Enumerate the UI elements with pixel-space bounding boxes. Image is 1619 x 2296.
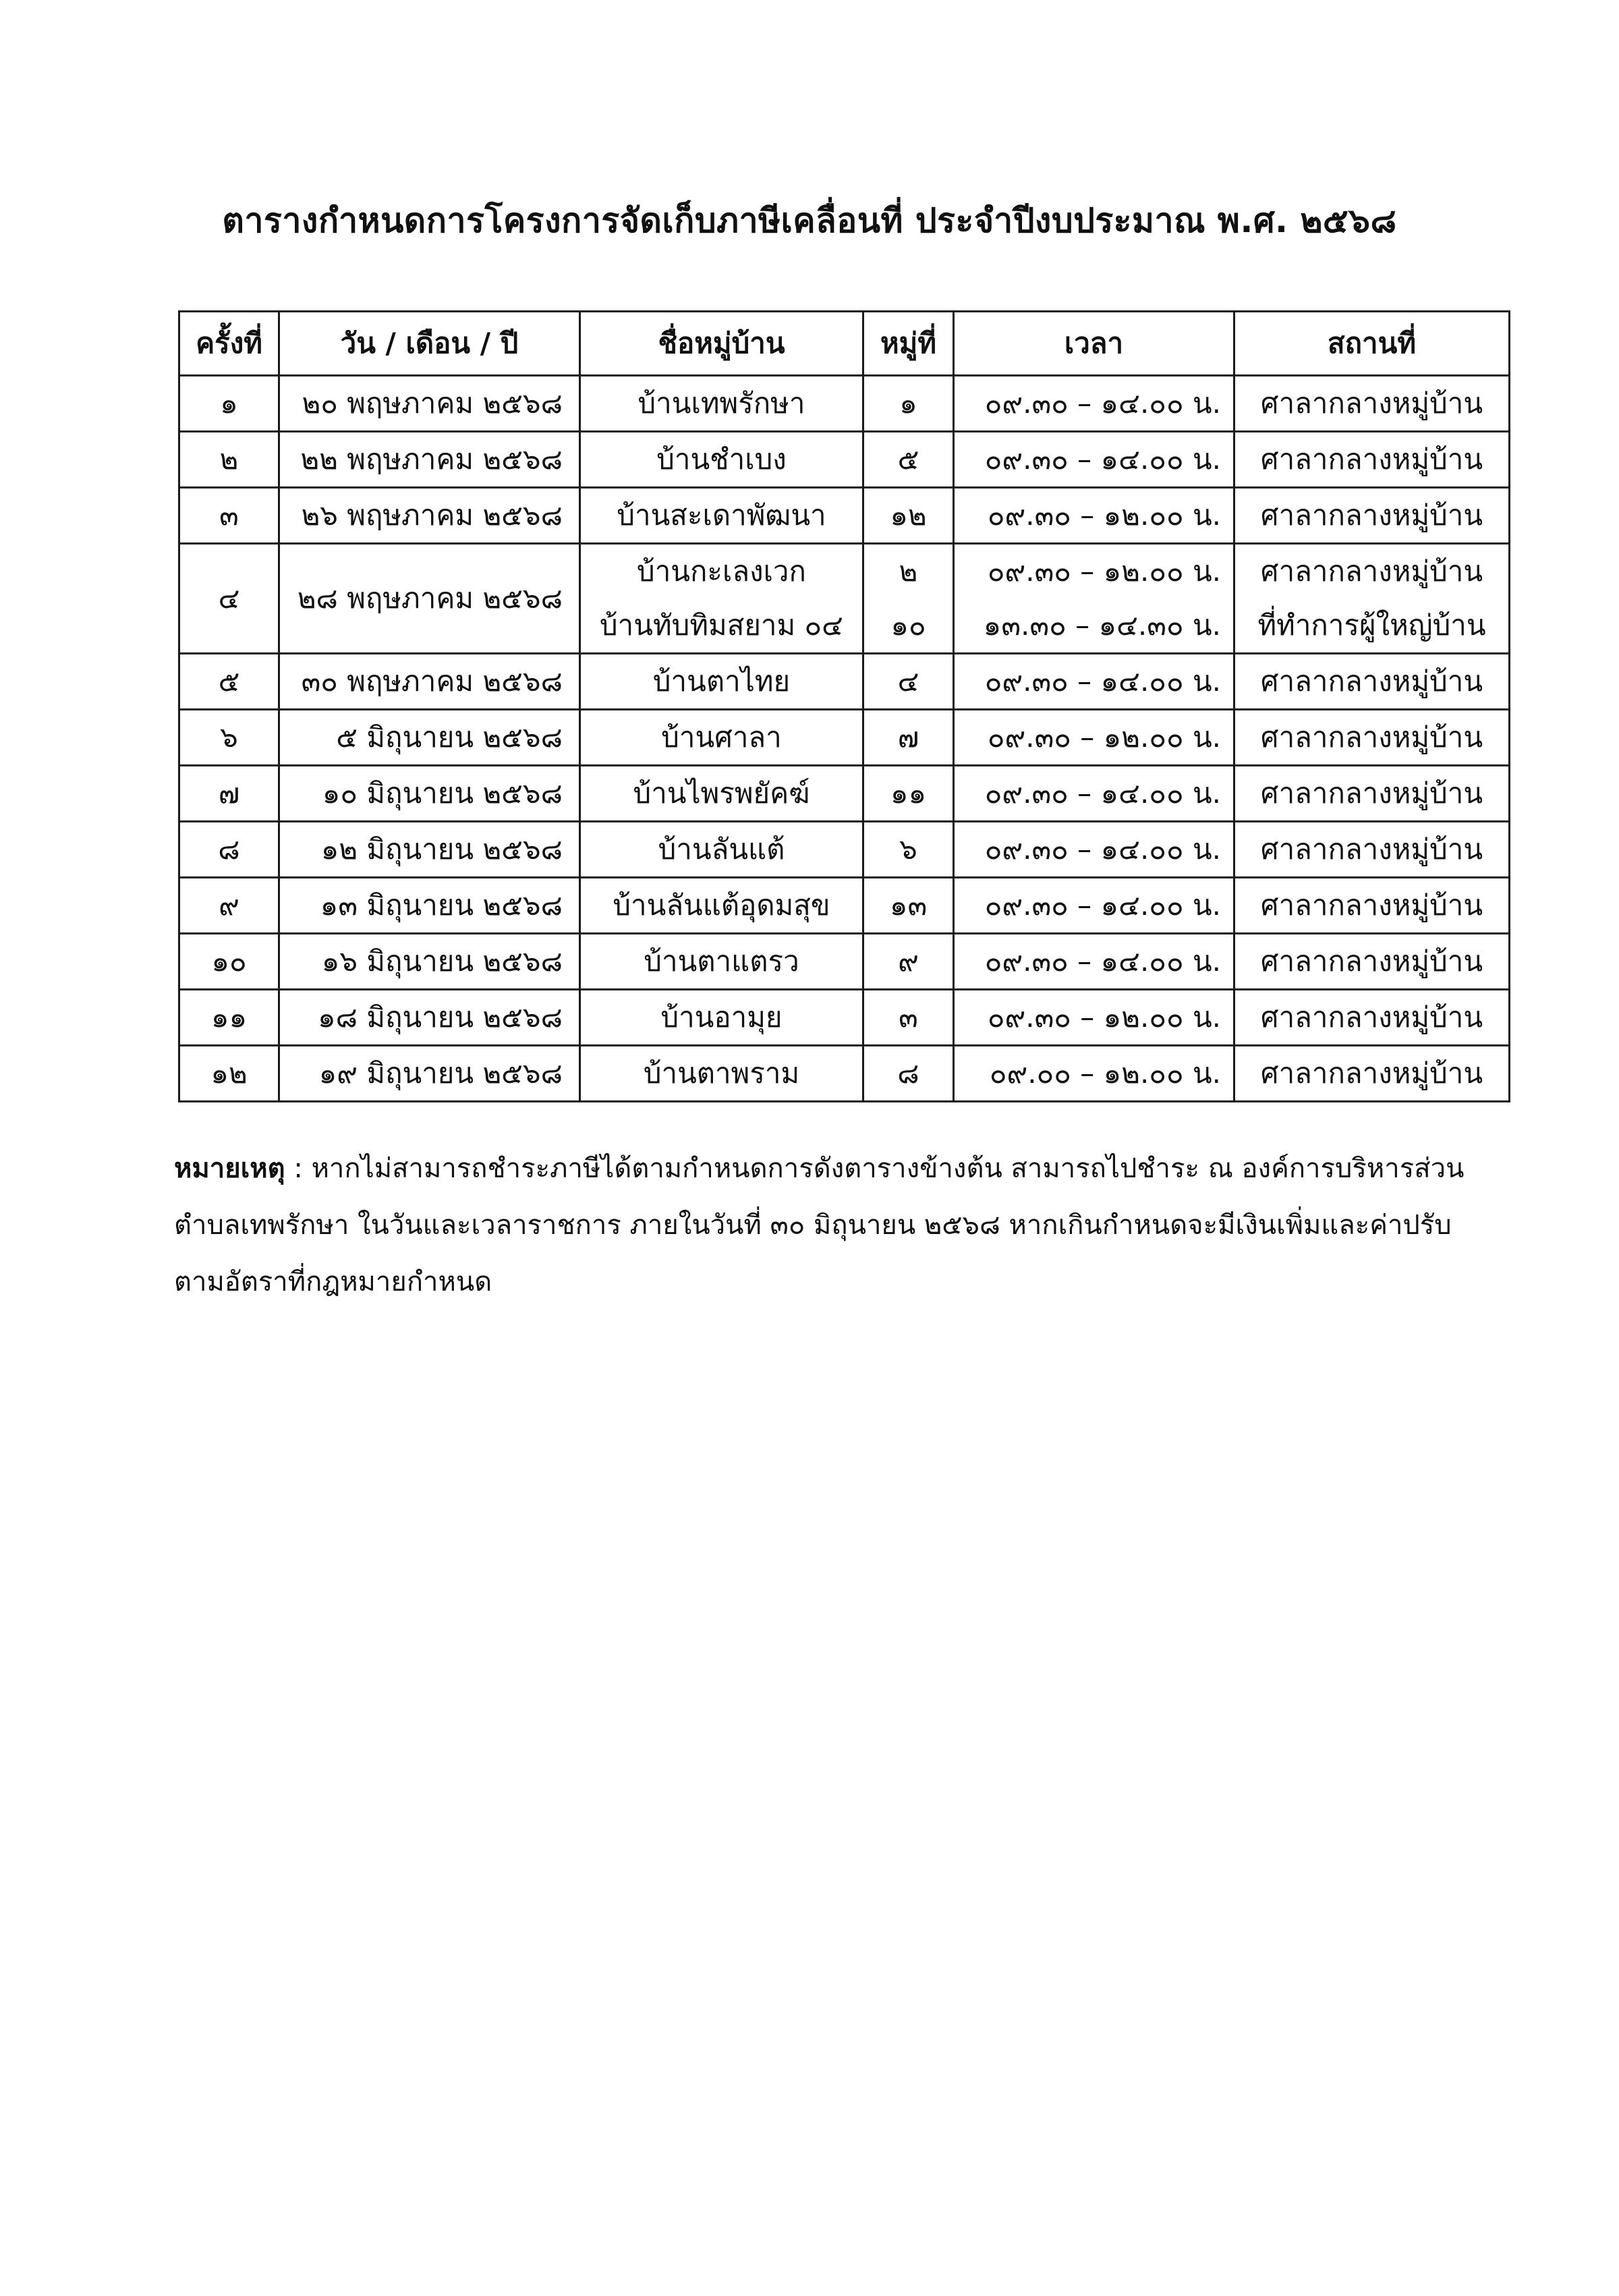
- table-row: [179, 488, 1510, 544]
- remark-line: ตำบลเทพรักษา ในวันและเวลาราชการ ภายในวันที่ ๓๐ มิถุนายน ๒๕๖๘ หากเกินกำหนดจะมีเงินเพิ่มและค่าปรับ: [174, 1210, 1452, 1241]
- cell-round: ๗: [179, 766, 279, 822]
- time-line: ๐๙.๓๐ – ๑๒.๐๐ น.: [987, 555, 1221, 588]
- cell-round: ๙: [179, 878, 279, 934]
- cell-time: ๐๙.๓๐ – ๑๔.๐๐ น.: [954, 654, 1234, 710]
- cell-time: ๐๙.๓๐ – ๑๒.๐๐ น.: [954, 488, 1234, 544]
- cell-round: ๒: [179, 432, 279, 488]
- cell-date: ๒๒ พฤษภาคม ๒๕๖๘: [279, 432, 580, 488]
- table-row: [179, 990, 1510, 1046]
- cell-time: ๐๙.๐๐ – ๑๒.๐๐ น.: [954, 1046, 1234, 1102]
- cell-time: ๐๙.๓๐ – ๑๒.๐๐ น.: [954, 990, 1234, 1046]
- cell-moo: ๘: [863, 1046, 954, 1102]
- cell-place: ศาลากลางหมู่บ้าน: [1234, 878, 1510, 934]
- table-row: [179, 544, 1510, 654]
- cell-place: ศาลากลางหมู่บ้าน: [1234, 1046, 1510, 1102]
- cell-round: ๑๒: [179, 1046, 279, 1102]
- cell-village: บ้านสะเดาพัฒนา: [580, 488, 863, 544]
- place-line: ที่ทำการผู้ใหญ่บ้าน: [1257, 609, 1486, 642]
- cell-moo: ๓: [863, 990, 954, 1046]
- table-row: [179, 1046, 1510, 1102]
- cell-village: บ้านลันแต้อุดมสุข: [580, 878, 863, 934]
- moo-line: ๒: [899, 555, 918, 588]
- schedule-table: [178, 310, 1510, 1102]
- remark-label: หมายเหตุ: [174, 1153, 285, 1184]
- cell-village: บ้านตาพราม: [580, 1046, 863, 1102]
- cell-round: ๑๐: [179, 934, 279, 990]
- cell-place: ศาลากลางหมู่บ้าน: [1234, 822, 1510, 878]
- cell-moo: [863, 544, 954, 654]
- cell-time: ๐๙.๓๐ – ๑๒.๐๐ น.: [954, 710, 1234, 766]
- cell-date: ๒๖ พฤษภาคม ๒๕๖๘: [279, 488, 580, 544]
- table-row: [179, 766, 1510, 822]
- cell-time: ๐๙.๓๐ – ๑๔.๐๐ น.: [954, 766, 1234, 822]
- table-row: [179, 878, 1510, 934]
- cell-place: ศาลากลางหมู่บ้าน: [1234, 376, 1510, 432]
- header-village: ชื่อหมู่บ้าน: [580, 312, 863, 376]
- remark-line: ตามอัตราที่กฎหมายกำหนด: [174, 1266, 492, 1297]
- remark-text: หากไม่สามารถชำระภาษีได้ตามกำหนดการดังตารางข้างต้น สามารถไปชำระ ณ องค์การบริหารส่วน: [311, 1153, 1465, 1184]
- cell-time: [954, 544, 1234, 654]
- time-line: ๑๓.๓๐ – ๑๔.๓๐ น.: [983, 609, 1221, 642]
- cell-place: [1234, 544, 1510, 654]
- cell-moo: ๑: [863, 376, 954, 432]
- village-line: บ้านทับทิมสยาม ๐๔: [600, 609, 843, 642]
- cell-place: ศาลากลางหมู่บ้าน: [1234, 934, 1510, 990]
- cell-village: บ้านเทพรักษา: [580, 376, 863, 432]
- table-row: [179, 432, 1510, 488]
- cell-date: ๒๘ พฤษภาคม ๒๕๖๘: [279, 544, 580, 654]
- header-date: วัน / เดือน / ปี: [279, 312, 580, 376]
- cell-date: ๑๖ มิถุนายน ๒๕๖๘: [279, 934, 580, 990]
- cell-round: ๔: [179, 544, 279, 654]
- cell-moo: ๑๓: [863, 878, 954, 934]
- header-time: เวลา: [954, 312, 1234, 376]
- cell-village: [580, 544, 863, 654]
- cell-moo: ๑๒: [863, 488, 954, 544]
- cell-moo: ๑๑: [863, 766, 954, 822]
- cell-moo: ๕: [863, 432, 954, 488]
- place-line: ศาลากลางหมู่บ้าน: [1260, 555, 1483, 588]
- cell-moo: ๔: [863, 654, 954, 710]
- cell-date: ๓๐ พฤษภาคม ๒๕๖๘: [279, 654, 580, 710]
- cell-round: ๓: [179, 488, 279, 544]
- cell-round: ๑: [179, 376, 279, 432]
- cell-village: บ้านไพรพยัคฆ์: [580, 766, 863, 822]
- cell-round: ๖: [179, 710, 279, 766]
- table-row: [179, 710, 1510, 766]
- header-place: สถานที่: [1234, 312, 1510, 376]
- cell-date: ๑๙ มิถุนายน ๒๕๖๘: [279, 1046, 580, 1102]
- remark-separator: :: [285, 1153, 312, 1184]
- cell-round: ๘: [179, 822, 279, 878]
- cell-time: ๐๙.๓๐ – ๑๔.๐๐ น.: [954, 376, 1234, 432]
- cell-round: ๑๑: [179, 990, 279, 1046]
- cell-time: ๐๙.๓๐ – ๑๔.๐๐ น.: [954, 432, 1234, 488]
- table-row: [179, 934, 1510, 990]
- cell-time: ๐๙.๓๐ – ๑๔.๐๐ น.: [954, 934, 1234, 990]
- header-moo: หมู่ที่: [863, 312, 954, 376]
- cell-village: บ้านตาแตรว: [580, 934, 863, 990]
- cell-date: ๑๓ มิถุนายน ๒๕๖๘: [279, 878, 580, 934]
- document-title: ตารางกำหนดการโครงการจัดเก็บภาษีเคลื่อนที่ ประจำปีงบประมาณ พ.ศ. ๒๕๖๘: [222, 201, 1397, 240]
- cell-village: บ้านลันแต้: [580, 822, 863, 878]
- cell-moo: ๖: [863, 822, 954, 878]
- cell-place: ศาลากลางหมู่บ้าน: [1234, 654, 1510, 710]
- cell-village: บ้านชำเบง: [580, 432, 863, 488]
- cell-date: ๑๐ มิถุนายน ๒๕๖๘: [279, 766, 580, 822]
- table-row: [179, 376, 1510, 432]
- cell-round: ๕: [179, 654, 279, 710]
- cell-place: ศาลากลางหมู่บ้าน: [1234, 488, 1510, 544]
- cell-date: ๒๐ พฤษภาคม ๒๕๖๘: [279, 376, 580, 432]
- village-line: บ้านกะเลงเวก: [637, 555, 806, 588]
- cell-village: บ้านตาไทย: [580, 654, 863, 710]
- table-header-row: [179, 312, 1510, 376]
- cell-moo: ๙: [863, 934, 954, 990]
- cell-place: ศาลากลางหมู่บ้าน: [1234, 432, 1510, 488]
- cell-place: ศาลากลางหมู่บ้าน: [1234, 990, 1510, 1046]
- remark-line: [174, 1140, 1496, 1197]
- cell-time: ๐๙.๓๐ – ๑๔.๐๐ น.: [954, 822, 1234, 878]
- cell-date: ๑๒ มิถุนายน ๒๕๖๘: [279, 822, 580, 878]
- cell-date: ๕ มิถุนายน ๒๕๖๘: [279, 710, 580, 766]
- cell-village: บ้านศาลา: [580, 710, 863, 766]
- cell-place: ศาลากลางหมู่บ้าน: [1234, 710, 1510, 766]
- cell-moo: ๗: [863, 710, 954, 766]
- moo-line: ๑๐: [890, 609, 926, 642]
- cell-date: ๑๘ มิถุนายน ๒๕๖๘: [279, 990, 580, 1046]
- header-round: ครั้งที่: [179, 312, 279, 376]
- cell-village: บ้านอามุย: [580, 990, 863, 1046]
- cell-time: ๐๙.๓๐ – ๑๔.๐๐ น.: [954, 878, 1234, 934]
- remark-section: [174, 1140, 1496, 1310]
- cell-place: ศาลากลางหมู่บ้าน: [1234, 766, 1510, 822]
- table-row: [179, 654, 1510, 710]
- table-row: [179, 822, 1510, 878]
